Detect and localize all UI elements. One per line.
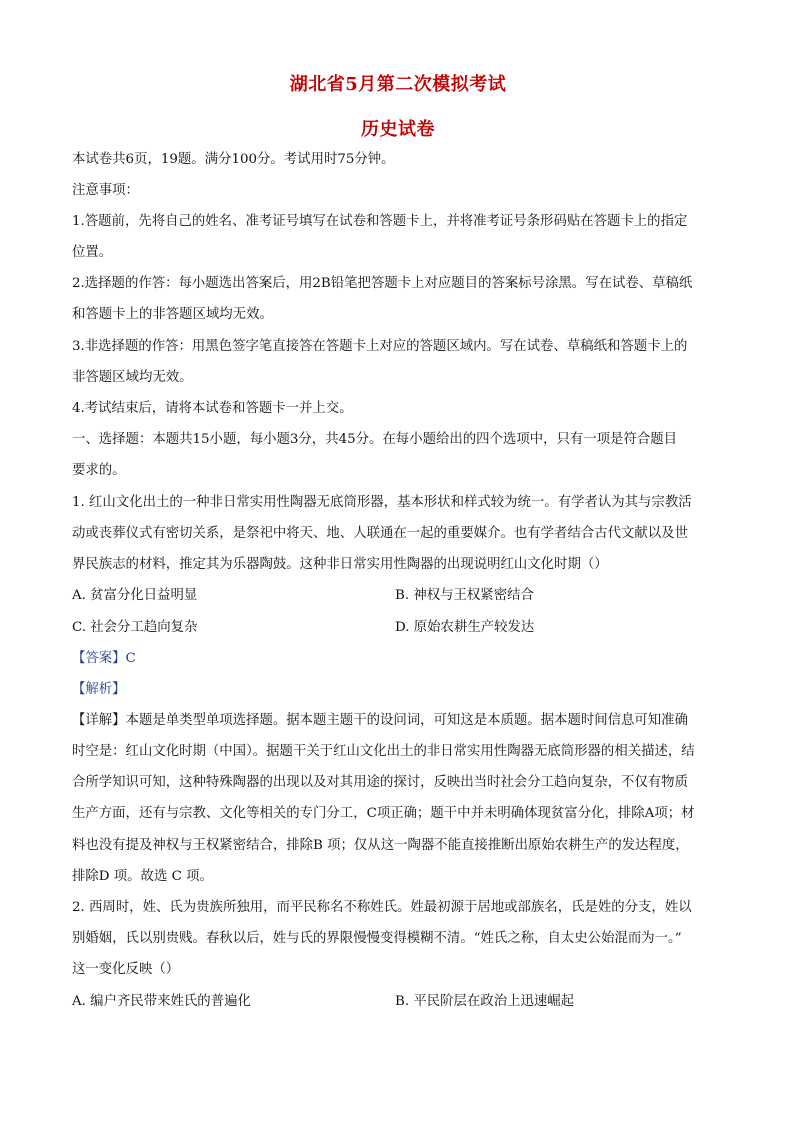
note-1-line-2: 位置。	[72, 245, 113, 260]
note-4: 4.考试结束后，请将本试卷和答题卡一并上交。	[72, 401, 353, 416]
q1-detail-line-5: 料也没有提及神权与王权紧密结合，排除B 项；仅从这一陶器不能直接推断出原始农耕生产的发达程度，	[72, 838, 689, 853]
q1-option-b: B. 神权与王权紧密结合	[395, 588, 534, 603]
q1-detail-line-3: 合所学知识可知，这种特殊陶器的出现以及对其用途的探讨，反映出当时社会分工趋向复杂，不仅有物质	[72, 775, 688, 790]
exam-subtitle: 历史试卷	[361, 119, 435, 140]
exam-title: 湖北省5月第二次模拟考试	[289, 74, 507, 95]
q1-option-c: C. 社会分工趋向复杂	[72, 620, 198, 635]
q1-answer: 【答案】C	[72, 651, 136, 666]
q1-option-a: A. 贫富分化日益明显	[72, 588, 198, 603]
section-heading-line-2: 要求的。	[72, 463, 126, 478]
q1-stem-line-3: 界民族志的材料，推定其为乐器陶鼓。这种非日常实用性陶器的出现说明红山文化时期（）	[72, 557, 608, 572]
q1-option-d: D. 原始农耕生产较发达	[395, 620, 535, 635]
q2-option-a: A. 编户齐民带来姓氏的普遍化	[72, 994, 251, 1009]
note-1-line-1: 1.答题前，先将自己的姓名、准考证号填写在试卷和答题卡上，并将准考证号条形码贴在答题卡上的指定	[72, 214, 688, 229]
q2-option-b: B. 平民阶层在政治上迅速崛起	[395, 994, 575, 1009]
q2-stem-line-1: 2. 西周时，姓、氏为贵族所独用，而平民称名不称姓氏。姓最初源于居地或部族名，氏是姓的分支，姓以	[72, 900, 692, 915]
intro-summary: 本试卷共6页，19题。满分100分。考试用时75分钟。	[72, 152, 395, 167]
note-2-line-1: 2.选择题的作答：每小题选出答案后，用2B铅笔把答题卡上对应题目的答案标号涂黑。写在试卷、草稿纸	[72, 276, 693, 291]
notes-heading: 注意事项：	[72, 183, 139, 198]
q1-detail-line-2: 时空是：红山文化时期（中国）。据题干关于红山文化出土的非日常实用性陶器无底筒形器的相关描述，结	[72, 744, 695, 759]
q2-stem-line-3: 这一变化反映（）	[72, 962, 180, 977]
q1-stem-line-1: 1. 红山文化出土的一种非日常实用性陶器无底筒形器，基本形状和样式较为统一。有学者认为其与宗教活	[72, 495, 692, 510]
section-heading-line-1: 一、选择题：本题共15小题，每小题3分，共45分。在每小题给出的四个选项中，只有一项是符合题目	[72, 432, 678, 447]
note-3-line-2: 非答题区域均无效。	[72, 370, 193, 385]
note-3-line-1: 3.非选择题的作答：用黑色签字笔直接答在答题卡上对应的答题区域内。写在试卷、草稿纸和答题卡上的	[72, 339, 688, 354]
q1-analysis-heading: 【解析】	[72, 682, 126, 697]
q1-detail-line-1: 【详解】本题是单类型单项选择题。据本题主题干的设问词，可知这是本质题。据本题时间信息可知准确	[72, 713, 688, 728]
q1-detail-line-6: 排除D 项。故选 C 项。	[72, 869, 213, 884]
q2-stem-line-2: 别婚姻，氏以别贵贱。春秋以后，姓与氏的界限慢慢变得模糊不清。“姓氏之称，自太史公始混而为一。”	[72, 931, 682, 946]
note-2-line-2: 和答题卡上的非答题区域均无效。	[72, 307, 273, 322]
q1-detail-line-4: 生产方面，还有与宗教、文化等相关的专门分工，C项正确；题干中并未明确体现贫富分化，排除A项；材	[72, 806, 695, 821]
q1-stem-line-2: 动或丧葬仪式有密切关系，是祭祀中将天、地、人联通在一起的重要媒介。也有学者结合古代文献以及世	[72, 526, 688, 541]
